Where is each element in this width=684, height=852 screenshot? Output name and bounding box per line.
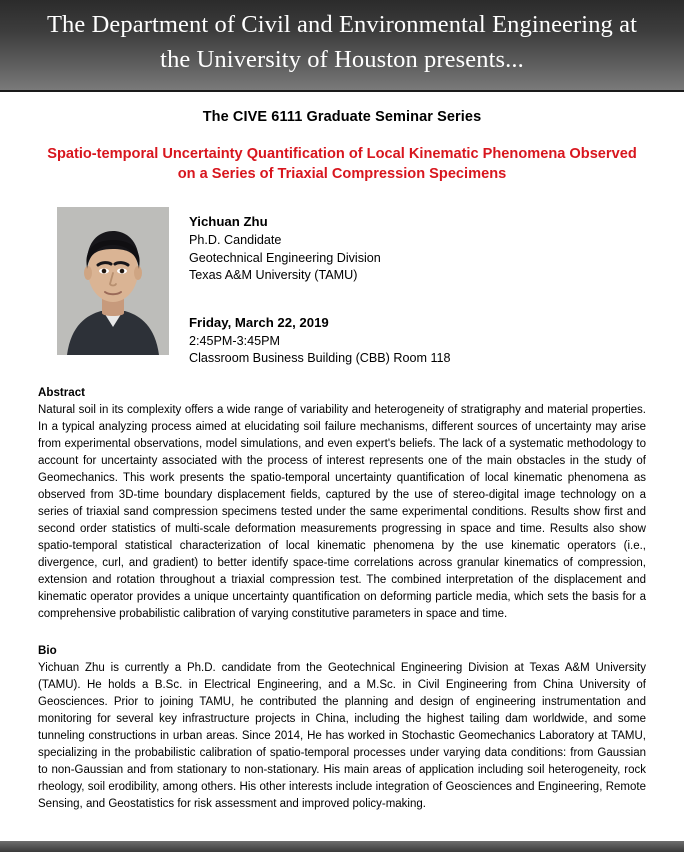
bio-heading: Bio <box>38 644 57 658</box>
event-time: 2:45PM-3:45PM <box>189 333 280 348</box>
seminar-series-title: The CIVE 6111 Graduate Seminar Series <box>202 108 482 125</box>
banner-line-1: The Department of Civil and Environmental Engineering at <box>46 11 638 38</box>
abstract-section <box>38 386 646 813</box>
speaker-details <box>169 207 451 368</box>
portrait-illustration <box>57 207 169 355</box>
abstract-text: Natural soil in its complexity offers a wide range of variability and heterogeneity of stratigraphy and material properties. In a typical analyzing process aimed at elucidating soil failure mechanisms, different sources of uncertainty may arise from experimental observations, model simulations, and even expert's beliefs. The lack of a systematic methodology to account for uncertainty associated with the process of interest represents one of the main obstacles in the study of Geomechanics. This work presents the spatio-temporal uncertainty quantification of local kinematic phenomena as observed from 3D-time boundary displacement fields, captured by the use of stereo-digital image technology on a series of triaxial sand compression specimens tested under the same experimental conditions. Results show first and second order statistics of multi-scale deformation measurements progressing in space and time. Results also show spatio-temporal statistical characterization of local kinematic phenomena by the use kinematic operators (i.e., divergence, curl, and gradient) to better identify space-time correlations across granular kinematics of compression, extension and rotation throughout a triaxial compression test. The combined interpretation of the displacement and kinematic operator provides a unique uncertainty quantification on deforming particle media, which sets the basis for a comprehensive probabilistic calibration of varying constitutive parameters in space and time. <box>38 404 646 620</box>
talk-title <box>18 144 666 185</box>
bio-text: Yichuan Zhu is currently a Ph.D. candidate from the Geotechnical Engineering Division at Texas A&M University (TAMU). He holds a B.Sc. in Electrical Engineering, and a M.Sc. in Civil Engineering from China University of Geosciences. Prior to joining TAMU, he contributed the planning and design of engineering instrumentation and monitoring for several key infrastructure projects in China, including the highest tailing dam worldwide, and some tunneling constructions in urban areas. Since 2014, He has worked in Stochastic Geomechanics Laboratory at TAMU, specializing in the probabilistic calibration of spatio-temporal processes under varying data conditions: from Gaussian to non-Gaussian and from stationary to non-stationary. His main areas of application including soil heterogeneity, rock rheology, soil erodibility, among others. His other interests include integration of Geosciences and Engineering, Remote Sensing, and Geostatistics for risk assessment and improved policy-making. <box>38 662 646 811</box>
event-details <box>189 314 451 368</box>
speaker-role: Ph.D. Candidate <box>189 233 282 248</box>
banner-line-2: the University of Houston presents... <box>160 45 524 73</box>
event-location: Classroom Business Building (CBB) Room 118 <box>189 351 451 366</box>
event-date: Friday, March 22, 2019 <box>189 315 329 331</box>
abstract-heading: Abstract <box>38 386 86 400</box>
speaker-name: Yichuan Zhu <box>189 214 268 229</box>
speaker-photo <box>57 207 169 355</box>
speaker-block <box>0 207 684 368</box>
speaker-division: Geotechnical Engineering Division <box>189 250 381 265</box>
talk-title-line-1: Spatio-temporal Uncertainty Quantification of Local Kinematic Phenomena Observed <box>47 145 637 162</box>
footer-bar <box>0 841 684 852</box>
header-banner <box>0 0 684 92</box>
speaker-affiliation: Texas A&M University (TAMU) <box>189 267 358 282</box>
talk-title-line-2: on a Series of Triaxial Compression Specimens <box>177 166 507 183</box>
